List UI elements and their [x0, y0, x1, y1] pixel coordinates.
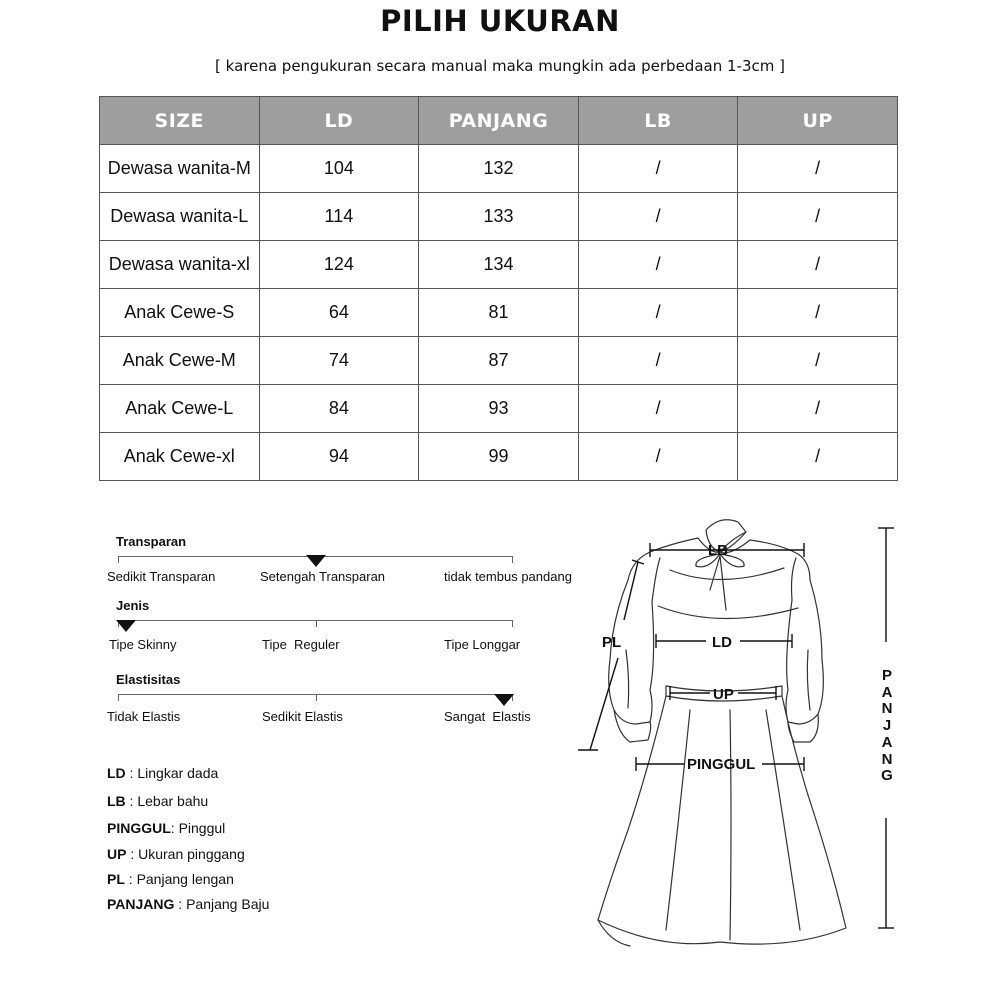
scale-tick — [316, 620, 317, 627]
legend-item — [107, 820, 225, 836]
table-row — [100, 193, 898, 241]
dress-diagram — [570, 510, 900, 960]
cell-size: Dewasa wanita-M — [100, 145, 260, 193]
legend-item — [107, 846, 245, 862]
table-row — [100, 433, 898, 481]
cell-up: / — [738, 433, 898, 481]
vertical-letter: N — [881, 750, 893, 768]
cell-ld: 84 — [259, 385, 419, 433]
cell-lb: / — [578, 433, 738, 481]
scale-jenis-option-2: Tipe Reguler — [262, 637, 340, 652]
page-subtitle: [ karena pengukuran secara manual maka mungkin ada perbedaan 1-3cm ] — [215, 57, 785, 75]
legend-sep: : — [126, 846, 139, 862]
cell-lb: / — [578, 145, 738, 193]
legend-sep: : — [170, 820, 179, 836]
size-table — [99, 96, 898, 481]
header-up: UP — [738, 97, 898, 145]
dress-label-lb: LB — [708, 542, 728, 559]
dress-label-pl: PL — [602, 634, 622, 651]
scale-elastisitas-marker — [494, 694, 514, 706]
cell-size: Anak Cewe-xl — [100, 433, 260, 481]
table-row — [100, 385, 898, 433]
scale-jenis-line — [118, 620, 512, 621]
table-row — [100, 289, 898, 337]
scale-transparan-title: Transparan — [116, 534, 187, 549]
scale-tick — [512, 620, 513, 627]
scale-elastisitas-line — [118, 694, 512, 695]
cell-ld: 94 — [259, 433, 419, 481]
scale-elastisitas-option-1: Tidak Elastis — [107, 709, 181, 724]
cell-size: Dewasa wanita-xl — [100, 241, 260, 289]
dress-label-pinggul: PINGGUL — [687, 756, 756, 773]
legend-abbr: LB — [107, 793, 126, 809]
cell-ld: 104 — [259, 145, 419, 193]
cell-panjang: 134 — [419, 241, 579, 289]
header-panjang: PANJANG — [419, 97, 579, 145]
cell-up: / — [738, 193, 898, 241]
vertical-letter: N — [881, 700, 893, 718]
header-size: SIZE — [100, 97, 260, 145]
legend-abbr: LD — [107, 765, 126, 781]
cell-size: Anak Cewe-L — [100, 385, 260, 433]
vertical-letter: G — [881, 767, 893, 785]
scale-transparan-option-1: Sedikit Transparan — [107, 569, 216, 584]
cell-panjang: 81 — [419, 289, 579, 337]
legend-sep: : — [125, 765, 138, 781]
cell-panjang: 93 — [419, 385, 579, 433]
header-ld: LD — [259, 97, 419, 145]
cell-ld: 114 — [259, 193, 419, 241]
cell-panjang: 87 — [419, 337, 579, 385]
cell-up: / — [738, 241, 898, 289]
cell-size: Anak Cewe-M — [100, 337, 260, 385]
scale-elastisitas-option-2: Sedikit Elastis — [262, 709, 343, 724]
cell-panjang: 133 — [419, 193, 579, 241]
legend-abbr: PL — [107, 871, 125, 887]
legend-abbr: PANJANG — [107, 896, 175, 912]
cell-ld: 64 — [259, 289, 419, 337]
legend-item — [107, 765, 218, 781]
cell-lb: / — [578, 193, 738, 241]
scale-jenis-option-3: Tipe Longgar — [444, 637, 521, 652]
cell-lb: / — [578, 241, 738, 289]
cell-panjang: 132 — [419, 145, 579, 193]
cell-up: / — [738, 145, 898, 193]
legend-item — [107, 896, 269, 912]
table-row — [100, 241, 898, 289]
legend-sep: : — [125, 793, 138, 809]
cell-panjang: 99 — [419, 433, 579, 481]
cell-size: Anak Cewe-S — [100, 289, 260, 337]
vertical-letter: A — [881, 733, 893, 751]
table-row — [100, 337, 898, 385]
scale-transparan-option-2: Setengah Transparan — [260, 569, 386, 584]
cell-up: / — [738, 385, 898, 433]
cell-lb: / — [578, 385, 738, 433]
legend-desc: Panjang lengan — [136, 871, 234, 887]
legend-desc: Panjang Baju — [186, 896, 270, 912]
scale-transparan-option-3: tidak tembus pandang — [444, 569, 572, 584]
vertical-letter: P — [881, 667, 892, 684]
legend-sep: : — [124, 871, 137, 887]
legend-desc: Ukuran pinggang — [138, 846, 245, 862]
legend-desc: Lingkar dada — [137, 765, 219, 781]
legend-item — [107, 793, 208, 809]
legend-abbr: UP — [107, 846, 127, 862]
header-lb: LB — [578, 97, 738, 145]
dress-label-up: UP — [713, 686, 734, 703]
scale-tick — [316, 694, 317, 701]
cell-ld: 74 — [259, 337, 419, 385]
table-row — [100, 145, 898, 193]
scale-transparan-marker — [306, 555, 326, 567]
legend-desc: Lebar bahu — [137, 793, 209, 809]
legend-abbr: PINGGUL — [107, 820, 171, 836]
legend-sep: : — [174, 896, 187, 912]
table-header-row — [100, 97, 898, 145]
scale-jenis-title: Jenis — [116, 598, 150, 613]
cell-up: / — [738, 289, 898, 337]
dress-outline — [598, 520, 846, 946]
cell-up: / — [738, 337, 898, 385]
cell-ld: 124 — [259, 241, 419, 289]
scale-jenis-marker — [116, 620, 136, 632]
dress-label-ld: LD — [712, 634, 732, 651]
page-title: PILIH UKURAN — [380, 4, 620, 38]
cell-lb: / — [578, 337, 738, 385]
cell-size: Dewasa wanita-L — [100, 193, 260, 241]
legend-item — [107, 871, 234, 887]
legend-desc: Pinggul — [178, 820, 226, 836]
scale-tick — [118, 556, 119, 563]
scale-tick — [512, 556, 513, 563]
scale-jenis-option-1: Tipe Skinny — [109, 637, 177, 652]
scale-elastisitas-option-3: Sangat Elastis — [444, 709, 531, 724]
scale-tick — [118, 694, 119, 701]
vertical-letter: J — [882, 717, 892, 735]
dress-label-panjang — [879, 668, 895, 785]
cell-lb: / — [578, 289, 738, 337]
vertical-letter: A — [881, 683, 893, 701]
scale-elastisitas-title: Elastisitas — [116, 672, 181, 687]
